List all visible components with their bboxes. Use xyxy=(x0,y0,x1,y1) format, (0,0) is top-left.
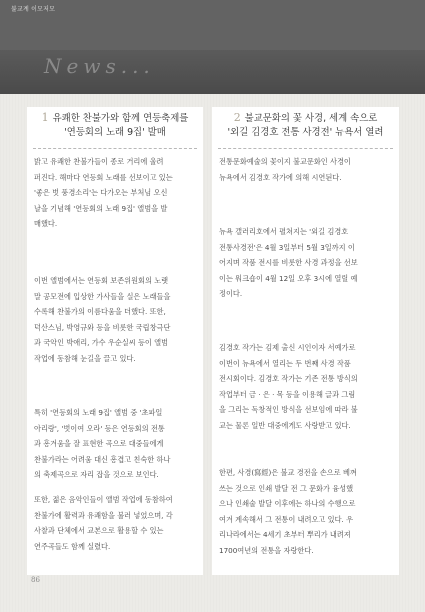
article-2-title-line1: 불교문화의 꽃 사경, 세계 속으로 xyxy=(244,113,378,124)
article-2-paragraph: 전통문화예술의 꽃이지 불교문화인 사경이 뉴욕에서 김경호 작가에 의해 시연된다. xyxy=(219,157,351,182)
article-2-number: 2 xyxy=(233,111,241,124)
article-2-paragraph: 뉴욕 갤러리호에서 펼쳐지는 '외길 김경호 전통사경전'은 4월 3일부터 5월 3일까지 이 어지며 작품 전시를 비롯한 사경 과정을 선보 이는 워크숍이 4월 12일 오후 3시에 열릴 예 정이다. xyxy=(219,227,358,299)
header-bar xyxy=(0,0,425,50)
banner-title: News... xyxy=(44,54,155,78)
article-box-2 xyxy=(212,107,399,575)
article-2-paragraph: 한편, 사경(寫經)은 불교 경전을 손으로 베껴 쓰는 것으로 인쇄 발달 전 그 문화가 융성했 으나 인쇄술 발달 이후에는 하나의 수행으로 여겨 계속해서 그 전통이 내려오고 있다. 우 리나라에서는 4세기 초부터 뿌리가 내려져 1700여년의 전통을 자랑한다. xyxy=(219,468,357,555)
article-box-1 xyxy=(27,107,203,575)
news-banner xyxy=(0,50,425,94)
article-1-paragraph: 또한, 젊은 음악인들이 앨범 작업에 동참하여 찬불가에 활력과 유쾌함을 불러 넣었으며, 각 사찰과 단체에서 교본으로 활용할 수 있는 연주곡들도 함께 실렸다. xyxy=(34,495,173,551)
article-1-title-line2: '연등회의 노래 9집' 발매 xyxy=(64,127,166,138)
page-number: 86 xyxy=(31,576,40,584)
article-1-paragraph: 특히 '연등회의 노래 9집' 앨범 중 '초파일 아리랑', '벗이여 오라' 등은 연등회의 전통 과 흥겨움을 잘 표현한 곡으로 대중들에게 찬불가라는 어려움 대신 흥겹고 친숙한 하나 의 축제곡으로 자리 잡을 것으로 보인다. xyxy=(34,408,171,480)
article-2-paragraph: 김경호 작가는 김제 출신 시인이자 서예가로 이번이 뉴욕에서 열리는 두 번째 사경 작품 전시회이다. 김경호 작가는 기존 전통 방식의 작업부터 금 · 은 · 목 등을 이용해 글과 그림 을 그리는 독창적인 방식을 선보임에 따라 불 교는 물론 일반 대중에게도 사랑받고 있다. xyxy=(219,343,358,430)
section-label: 불교계 이모저모 xyxy=(11,6,56,13)
article-2-title-line2: '외길 김경호 전통 사경전' 뉴욕서 열려 xyxy=(227,127,384,138)
article-2-title xyxy=(212,111,399,140)
article-2-title-divider xyxy=(218,148,393,149)
article-1-title-divider xyxy=(33,148,197,149)
article-1-title xyxy=(27,111,203,140)
article-1-paragraph: 이번 앨범에서는 연등회 보존위원회의 노랫 말 공모전에 입상한 가사들을 실은 노래들을 수록해 찬불가의 이름다움을 더했다. 또한, 덕산스님, 박영규와 등을 비롯한 국립창극단 과 국악인 박애리, 가수 우순실씨 등이 앨범 작업에 동참해 눈길을 끌고 있다. xyxy=(34,276,171,363)
article-1-number: 1 xyxy=(41,111,49,124)
article-1-title-line1: 유쾌한 찬불가와 함께 연등축제를 xyxy=(52,113,189,124)
article-1-paragraph: 밝고 유쾌한 찬불가들이 종로 거리에 울려 퍼진다. 해마다 연등회 노래를 선보이고 있는 '좋은 벗 풍경소리'는 다가오는 부처님 오신 날을 기념해 '연등회의 노래 9집' 앨범을 발 매했다. xyxy=(34,157,173,229)
